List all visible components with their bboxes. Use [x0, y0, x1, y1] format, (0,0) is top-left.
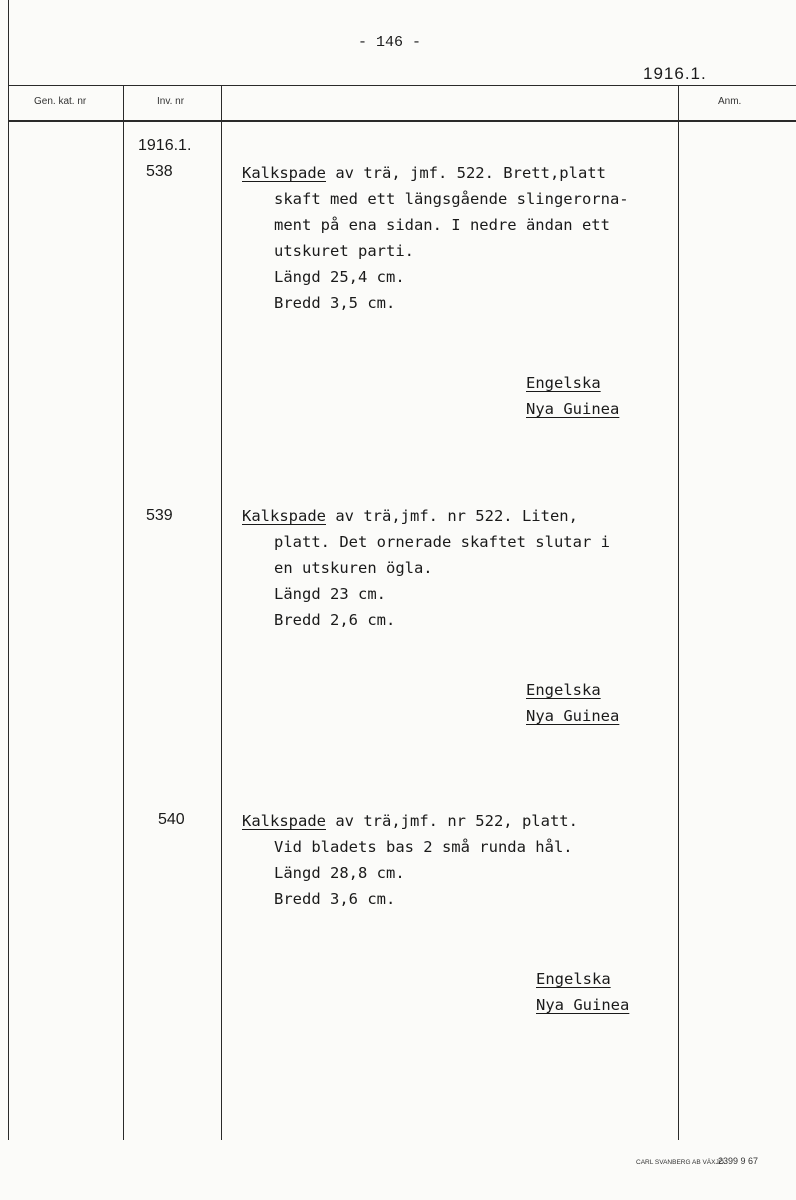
origin-line: Nya Guinea: [526, 400, 620, 418]
origin-line: Nya Guinea: [536, 996, 630, 1014]
col-divider-anm: [678, 85, 679, 1140]
header-inv-nr: Inv. nr: [157, 96, 185, 107]
entry-length: Längd 28,8 cm.: [274, 864, 405, 882]
entry-line: utskuret parti.: [274, 242, 414, 260]
entry-title: Kalkspade: [242, 812, 326, 830]
entry-first-rest: av trä,jmf. nr 522, platt.: [326, 812, 578, 830]
entry-length: Längd 23 cm.: [274, 585, 386, 603]
header-gen-kat-nr: Gen. kat. nr: [34, 96, 87, 107]
entry-line: ment på ena sidan. I nedre ändan ett: [274, 216, 610, 234]
origin-line: Engelska: [526, 374, 601, 392]
col-divider-gen: [123, 85, 124, 1140]
year-header: 1916.1.: [643, 64, 707, 83]
origin-line: Engelska: [536, 970, 611, 988]
entry-title: Kalkspade: [242, 507, 326, 525]
inv-number: 538: [146, 163, 173, 180]
entry-line: Vid bladets bas 2 små runda hål.: [274, 838, 573, 856]
origin-line: Nya Guinea: [526, 707, 620, 725]
entry-line: skaft med ett längsgående slingerorna-: [274, 190, 629, 208]
col-divider-inv: [221, 85, 222, 1140]
page-number: - 146 -: [358, 34, 422, 51]
printer-imprint: CARL SVANBERG AB VÄXJÖ: [636, 1159, 724, 1166]
entry-length: Längd 25,4 cm.: [274, 268, 405, 286]
entry-first-rest: av trä, jmf. 522. Brett,platt: [326, 164, 606, 182]
entry-first-rest: av trä,jmf. nr 522. Liten,: [326, 507, 578, 525]
inv-year: 1916.1.: [138, 137, 192, 154]
form-code: 2399 9 67: [718, 1156, 759, 1166]
entry-width: Bredd 3,6 cm.: [274, 890, 396, 908]
origin-line: Engelska: [526, 681, 601, 699]
inv-number: 540: [158, 811, 185, 828]
entry-line: platt. Det ornerade skaftet slutar i: [274, 533, 610, 551]
entry-width: Bredd 3,5 cm.: [274, 294, 396, 312]
entry-width: Bredd 2,6 cm.: [274, 611, 396, 629]
left-margin-line: [8, 0, 9, 1140]
header-anm: Anm.: [718, 96, 742, 107]
entry-title: Kalkspade: [242, 164, 326, 182]
entry-first-line: [242, 160, 606, 186]
entry-line: en utskuren ögla.: [274, 559, 433, 577]
entry-first-line: [242, 808, 578, 834]
entry-first-line: [242, 503, 578, 529]
inv-number: 539: [146, 507, 173, 524]
